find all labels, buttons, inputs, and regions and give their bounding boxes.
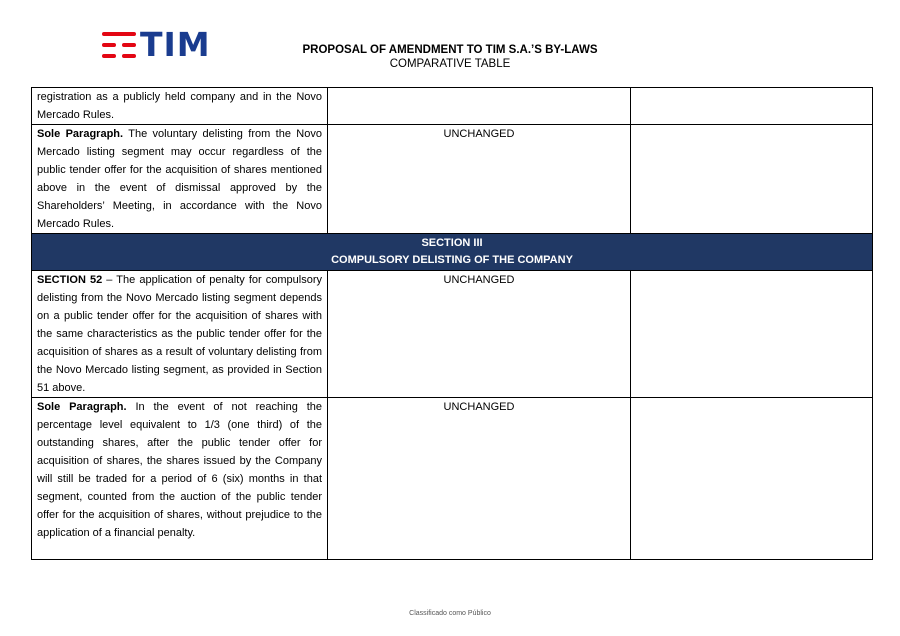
document-title: [0, 43, 900, 72]
row-text: In the event of not reaching the percentage level equivalent to 1/3 (one third) of the outstanding shares, after the public tender offer for acquisition of shares, the shares issued by the Company will still be traded for a period of 6 (six) months in that segment, counted from the auction of the public tender offer for the acquisition of shares, without prejudice to the application of a financial penalty.: [37, 401, 322, 539]
section-header-cell: [32, 234, 873, 271]
justification-cell: [631, 125, 873, 234]
justification-cell: [631, 398, 873, 560]
table-row: [32, 88, 873, 125]
row-lead: Sole Paragraph.: [37, 401, 127, 413]
original-text-cell: [32, 88, 328, 125]
comparative-table: [31, 87, 873, 560]
table-row: [32, 271, 873, 398]
section-title: COMPULSORY DELISTING OF THE COMPANY: [331, 254, 573, 266]
original-text-cell: [32, 271, 328, 398]
classification-footer: Classificado como Público: [409, 610, 491, 617]
justification-cell: [631, 88, 873, 125]
proposed-text-cell: UNCHANGED: [328, 271, 631, 398]
original-text-cell: [32, 398, 328, 560]
logo-text: TIM: [140, 25, 211, 64]
original-text-cell: [32, 125, 328, 234]
row-text: The voluntary delisting from the Novo Mercado listing segment may occur regardless of the public tender offer for the acquisition of shares mentioned above in the event of dismissal approved by the Shareholders’ Meeting, in accordance with the Novo Mercado Rules.: [37, 128, 322, 230]
row-lead: Sole Paragraph.: [37, 128, 124, 140]
justification-cell: [631, 271, 873, 398]
proposed-text-cell: UNCHANGED: [328, 125, 631, 234]
row-text: – The application of penalty for compulsory delisting from the Novo Mercado listing segment depends on a public tender offer for the acquisition of shares with the same characteristics as the public tender offer for the acquisition of shares as a result of voluntary delisting from the Novo Mercado listing segment, as provided in Section 51 above.: [37, 274, 322, 394]
row-text: registration as a publicly held company and in the Novo Mercado Rules.: [37, 91, 322, 121]
proposed-text-cell: [328, 88, 631, 125]
table-row: [32, 125, 873, 234]
document-subtitle: COMPARATIVE TABLE: [389, 58, 511, 70]
document-title-main: PROPOSAL OF AMENDMENT TO TIM S.A.’S BY-LAWS: [302, 44, 598, 56]
section-number: SECTION III: [421, 237, 483, 249]
row-lead: SECTION 52: [37, 274, 103, 286]
proposed-text-cell: UNCHANGED: [328, 398, 631, 560]
table-row: [32, 398, 873, 560]
section-header-row: [32, 234, 873, 271]
